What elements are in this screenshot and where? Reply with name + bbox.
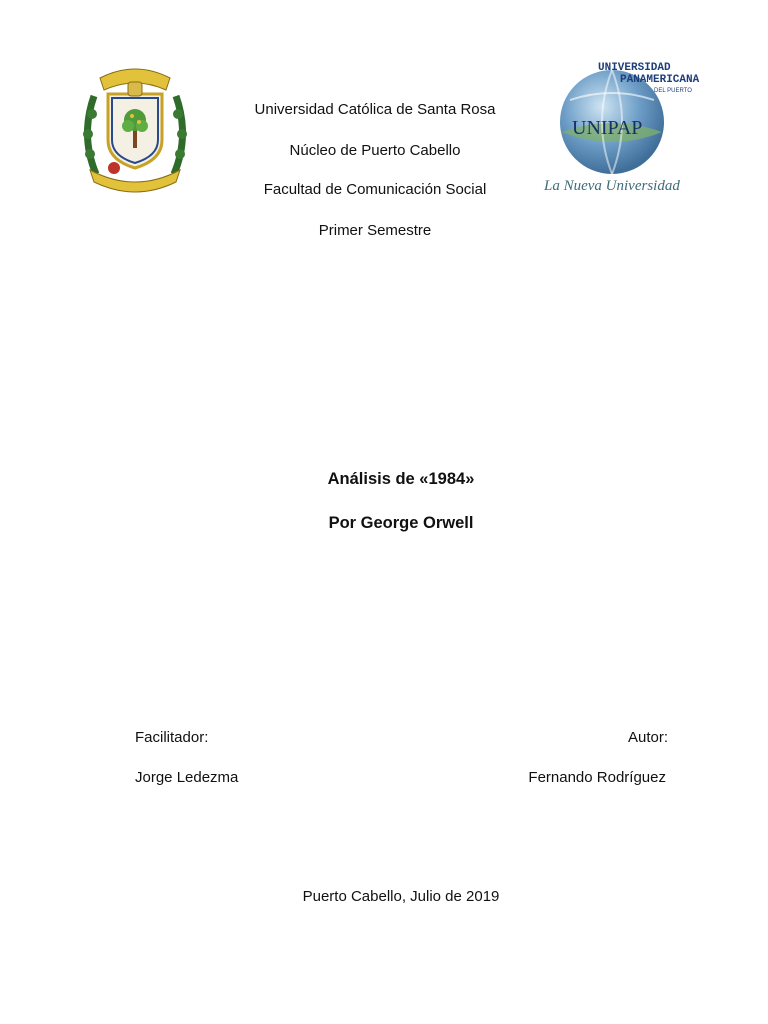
logo-tagline: La Nueva Universidad [544,178,680,194]
university-crest-logo [66,56,204,198]
campus-name: Núcleo de Puerto Cabello [289,142,461,159]
university-name: Universidad Católica de Santa Rosa [254,101,496,118]
logo-top-text-1: UNIVERSIDAD [598,62,671,74]
semester-label: Primer Semestre [318,222,432,239]
logo-acronym: UNIPAP [572,117,643,139]
facilitator-name: Jorge Ledezma [135,769,239,786]
author-name: Fernando Rodríguez [528,769,666,786]
unipap-globe-logo [540,56,720,202]
logo-small-text: DEL PUERTO [654,88,692,94]
place-date: Puerto Cabello, Julio de 2019 [302,888,500,905]
author-label: Autor: [627,729,668,746]
document-title: Análisis de «1984» [327,470,475,488]
logo-top-text-2: PANAMERICANA [620,74,700,86]
facilitator-label: Facilitador: [135,729,209,746]
document-subtitle: Por George Orwell [328,514,474,532]
faculty-name: Facultad de Comunicación Social [263,181,487,198]
